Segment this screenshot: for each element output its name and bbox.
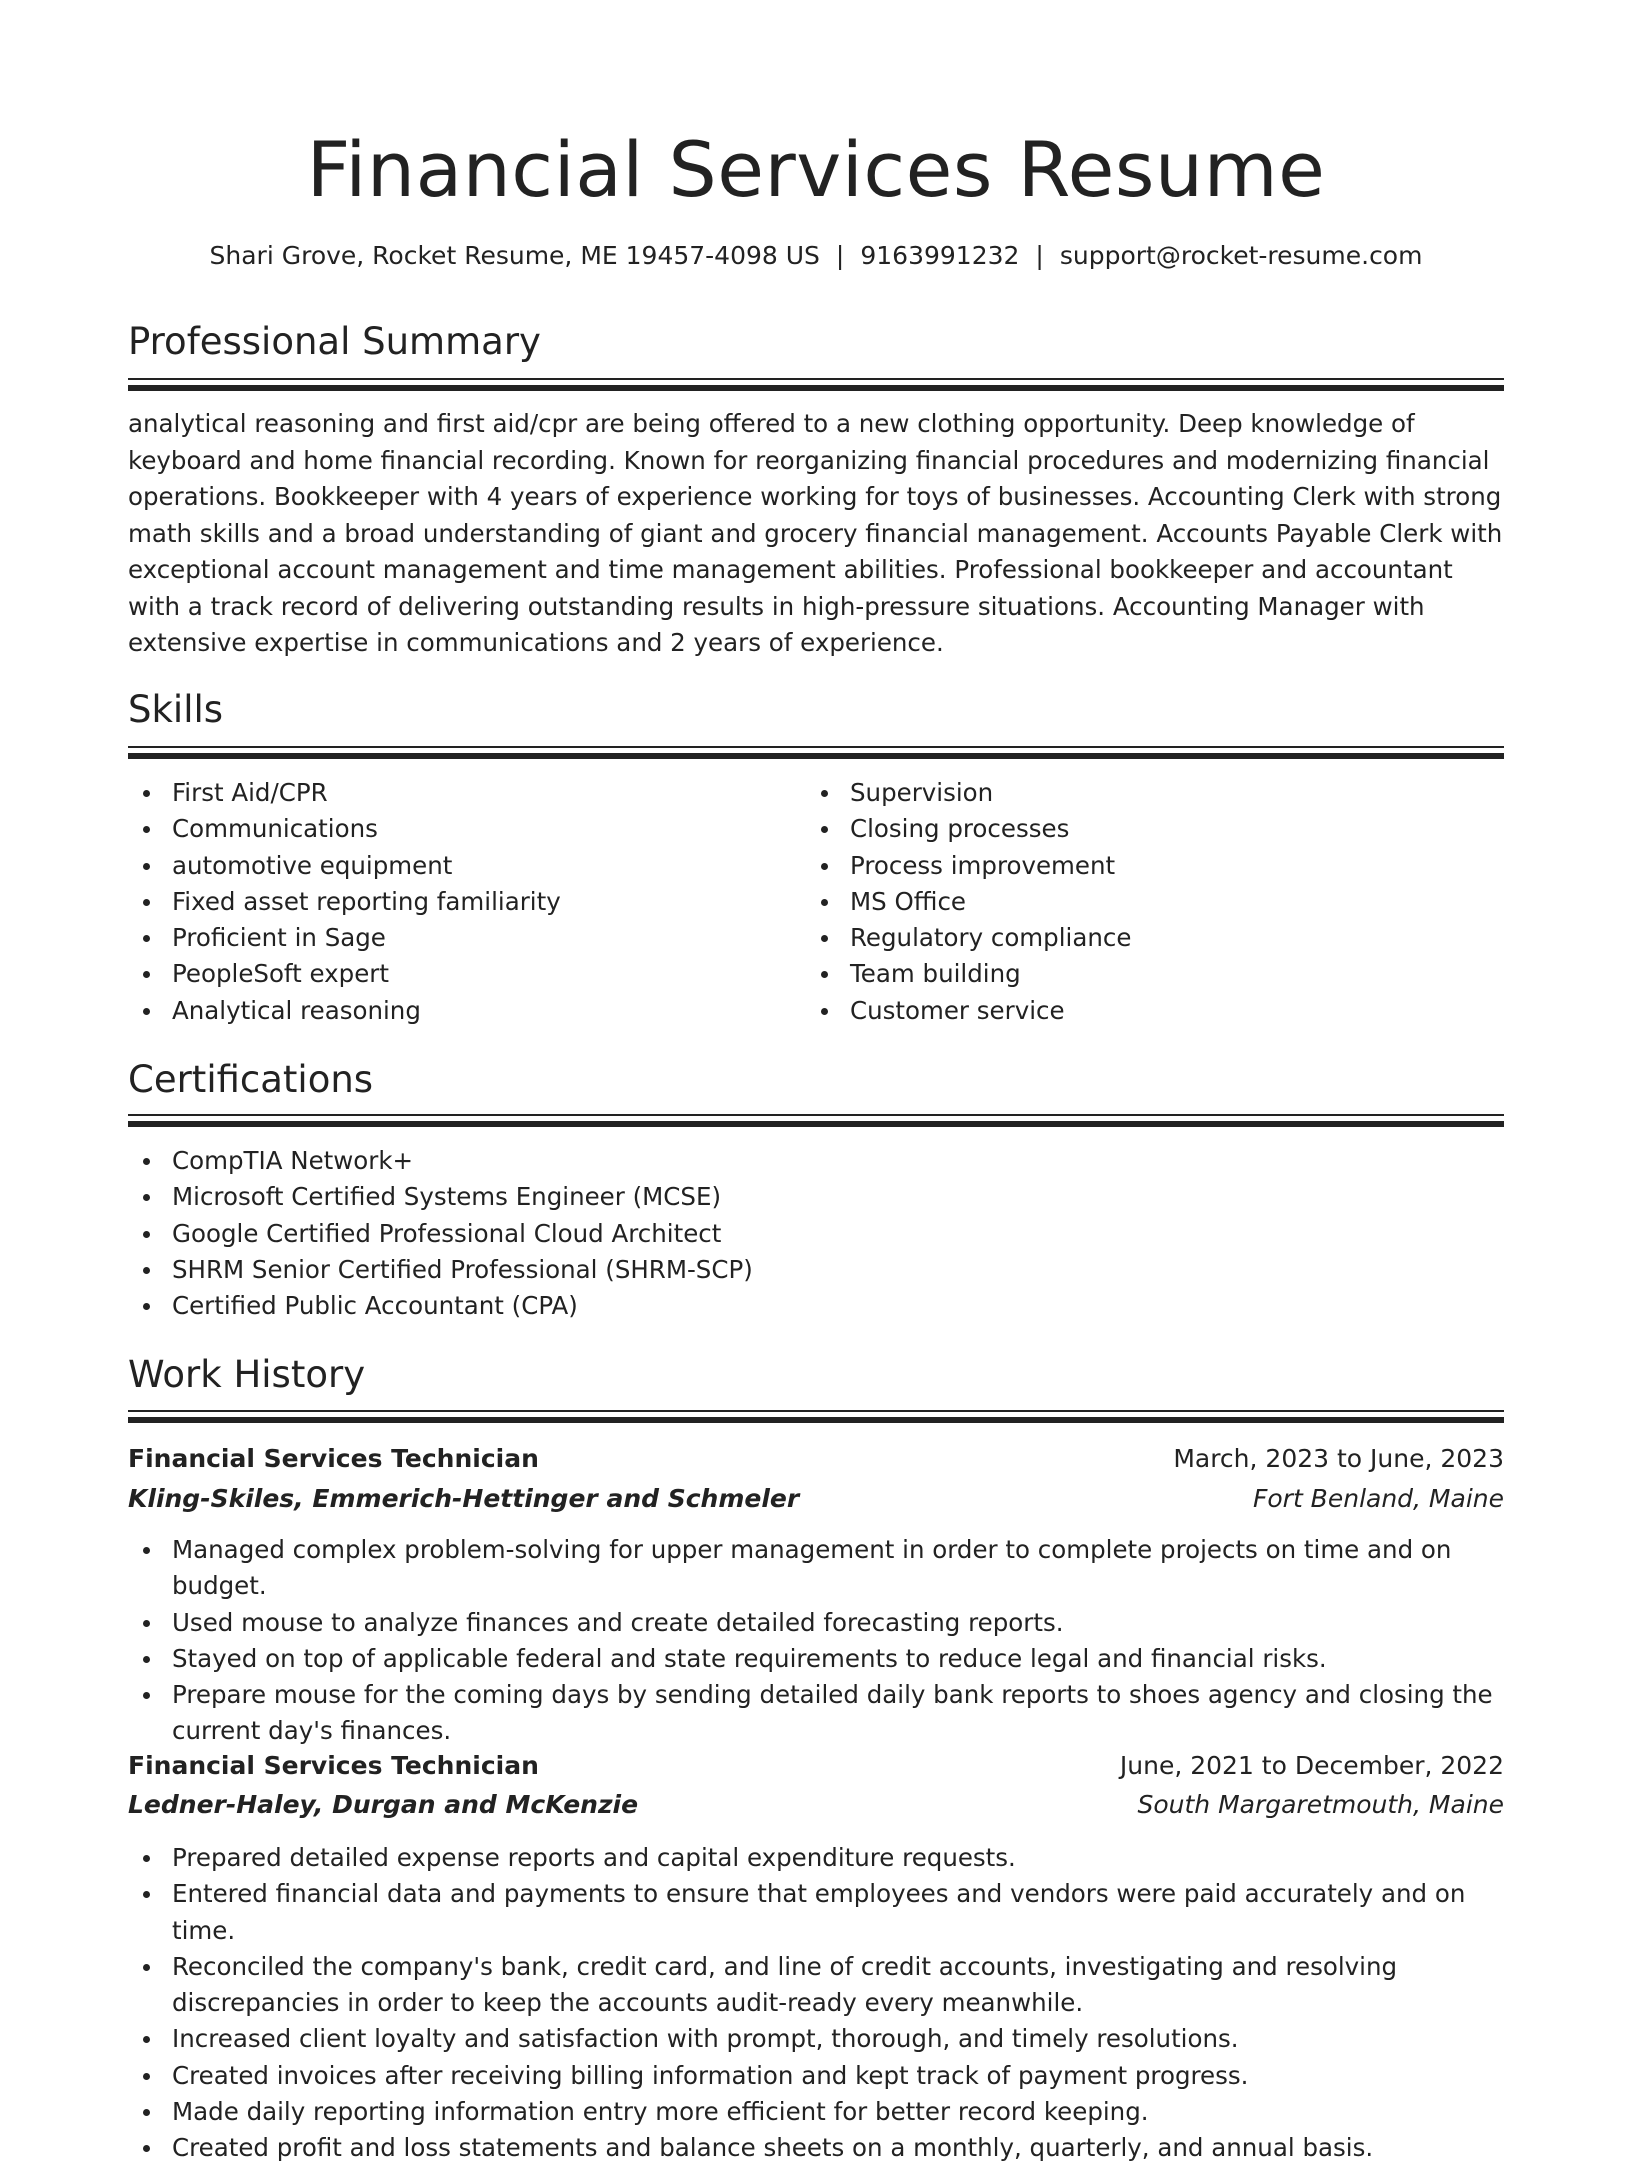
- job-duty-item: Prepared detailed expense reports and capital expenditure requests.: [128, 1840, 1504, 1876]
- job-duty-item: Reconciled the company's bank, credit card, and line of credit accounts, investigating and resolving discrepancies in order to keep the accounts audit-ready every meanwhile.: [128, 1949, 1504, 2022]
- job-title: Financial Services Technician: [128, 1751, 539, 1780]
- section-heading-skills: Skills: [128, 688, 224, 731]
- job-location: South Margaretmouth, Maine: [1137, 1790, 1504, 1819]
- job-dates: March, 2023 to June, 2023: [1173, 1444, 1504, 1473]
- skills-list-left: [128, 775, 788, 1029]
- skill-item: Supervision: [806, 775, 1466, 811]
- job-duty-item: Created invoices after receiving billing information and kept track of payment progress.: [128, 2058, 1504, 2094]
- skill-item: Fixed asset reporting familiarity: [128, 884, 788, 920]
- certification-item: CompTIA Network+: [128, 1143, 1504, 1179]
- skills-list-right: [806, 775, 1466, 1029]
- certification-item: SHRM Senior Certified Professional (SHRM-SCP): [128, 1252, 1504, 1288]
- job-dates: June, 2021 to December, 2022: [1119, 1751, 1504, 1780]
- job-duty-item: Prepare mouse for the coming days by sending detailed daily bank reports to shoes agency and closing the current day's finances.: [128, 1677, 1504, 1750]
- certification-item: Certified Public Accountant (CPA): [128, 1288, 1504, 1324]
- job-title: Financial Services Technician: [128, 1444, 539, 1473]
- skill-item: Communications: [128, 811, 788, 847]
- job-duty-item: Entered financial data and payments to ensure that employees and vendors were paid accurately and on time.: [128, 1876, 1504, 1949]
- section-divider: [128, 1410, 1504, 1423]
- skill-item: Closing processes: [806, 811, 1466, 847]
- skill-item: PeopleSoft expert: [128, 956, 788, 992]
- job-company: Ledner-Haley, Durgan and McKenzie: [128, 1790, 639, 1819]
- job-duties-list: [128, 1532, 1504, 1750]
- contact-separator: |: [1035, 241, 1044, 270]
- section-heading-certifications: Certifications: [128, 1058, 374, 1101]
- contact-line: [128, 236, 1504, 276]
- job-duty-item: Stayed on top of applicable federal and state requirements to reduce legal and financial risks.: [128, 1641, 1504, 1677]
- contact-address: Shari Grove, Rocket Resume, ME 19457-4098 US: [209, 241, 820, 270]
- job-location: Fort Benland, Maine: [1252, 1484, 1504, 1513]
- skill-item: Regulatory compliance: [806, 920, 1466, 956]
- section-heading-work-history: Work History: [128, 1353, 366, 1396]
- job-duty-item: Increased client loyalty and satisfaction with prompt, thorough, and timely resolutions.: [128, 2021, 1504, 2057]
- section-divider: [128, 746, 1504, 759]
- skill-item: Customer service: [806, 993, 1466, 1029]
- summary-text: analytical reasoning and first aid/cpr are being offered to a new clothing opportunity. Deep knowledge of keyboard and home financial recording. Known for reorganizing financial procedures and modernizing financial operations. Bookkeeper with 4 years of experience working for toys of businesses. Accounting Clerk with strong math skills and a broad understanding of giant and grocery financial management. Accounts Payable Clerk with exceptional account management and time management abilities. Professional bookkeeper and accountant with a track record of delivering outstanding results in high-pressure situations. Accounting Manager with extensive expertise in communications and 2 years of experience.: [128, 409, 1503, 657]
- section-divider: [128, 1114, 1504, 1127]
- contact-phone: 9163991232: [860, 241, 1020, 270]
- job-duty-item: Created profit and loss statements and balance sheets on a monthly, quarterly, and annual basis.: [128, 2130, 1504, 2166]
- job-duty-item: Managed complex problem-solving for upper management in order to complete projects on time and on budget.: [128, 1532, 1504, 1605]
- skill-item: MS Office: [806, 884, 1466, 920]
- certification-item: Microsoft Certified Systems Engineer (MCSE): [128, 1179, 1504, 1215]
- skill-item: Team building: [806, 956, 1466, 992]
- job-company: Kling-Skiles, Emmerich-Hettinger and Schmeler: [128, 1484, 800, 1513]
- contact-email: support@rocket-resume.com: [1059, 241, 1423, 270]
- section-heading-summary: Professional Summary: [128, 320, 541, 363]
- job-duty-item: Used mouse to analyze finances and create detailed forecasting reports.: [128, 1605, 1504, 1641]
- resume-title: Financial Services Resume: [306, 125, 1326, 214]
- certifications-list: [128, 1143, 1504, 1324]
- skill-item: Process improvement: [806, 848, 1466, 884]
- skill-item: automotive equipment: [128, 848, 788, 884]
- skill-item: Proficient in Sage: [128, 920, 788, 956]
- skill-item: Analytical reasoning: [128, 993, 788, 1029]
- job-duty-item: Made daily reporting information entry more efficient for better record keeping.: [128, 2094, 1504, 2130]
- skill-item: First Aid/CPR: [128, 775, 788, 811]
- contact-separator: |: [835, 241, 845, 270]
- certification-item: Google Certified Professional Cloud Architect: [128, 1216, 1504, 1252]
- job-duties-list: [128, 1840, 1504, 2167]
- section-divider: [128, 378, 1504, 391]
